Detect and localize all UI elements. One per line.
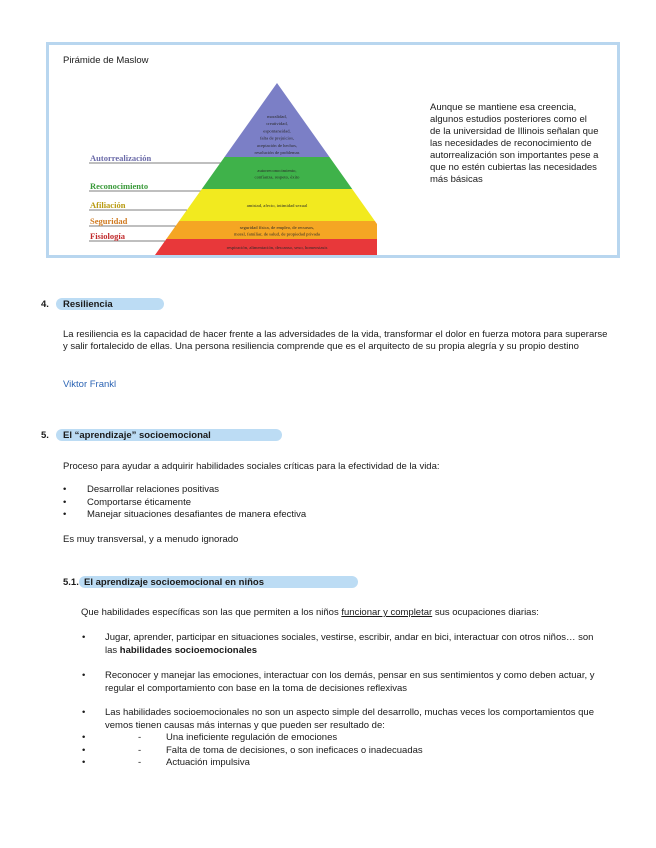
pyramid-level-1 <box>202 157 352 189</box>
list-item-causas: Las habilidades socioemocionales no son un aspecto simple del desarrollo, muchas veces los comportamientos que vemos tienen causas más internas y que pueden ser resultado de: <box>105 707 594 731</box>
pyramid-level-text: moral, familiar, de salud, de propiedad privada <box>234 231 320 237</box>
pyramid-level-label: Reconocimiento <box>90 181 149 191</box>
resiliencia-paragraph: La resiliencia es la capacidad de hacer frente a las adversidades de la vida, transformar el dolor en fuerza motora para superarse y salir fortalecido de ellas. Una persona resiliencia comprende que es el arquitecto de su propia alegría y su propio destino <box>63 329 608 352</box>
bullet-glyph: • <box>82 732 86 743</box>
pyramid-level-text: resolución de problemas <box>254 150 300 155</box>
bullet-glyph: • <box>82 670 86 681</box>
bullet-glyph: • <box>82 707 86 718</box>
section-5-1-intro <box>81 607 539 619</box>
intro-text: Que habilidades específicas son las que permiten a los niños <box>81 607 342 618</box>
pyramid-level-text: espontaneidad, <box>263 128 291 134</box>
pyramid-level-text: confianza, respeto, éxito <box>254 174 300 180</box>
section-5-1-number: 5.1. <box>63 577 79 588</box>
section-5-closing: Es muy transversal, y a menudo ignorado <box>63 534 239 545</box>
maslow-title: Pirámide de Maslow <box>63 55 149 66</box>
section-4-title: Resiliencia <box>63 299 113 310</box>
list-item-bold: habilidades socioemocionales <box>119 644 258 656</box>
section-5-1-title: El aprendizaje socioemocional en niños <box>84 577 265 588</box>
pyramid-level-label: Fisiología <box>90 231 125 241</box>
list-item-text: Jugar, aprender, participar en situaciones sociales, vestirse, escribir, andar en bici, interactuar con otros niños… son las <box>105 632 594 656</box>
bullet-glyph: • <box>82 757 86 768</box>
pyramid-level-text: respiración, alimentación, descanso, sexo, homeostasis <box>226 245 328 250</box>
pyramid-level-text: falta de prejuicios, <box>259 135 295 141</box>
dash-glyph: - <box>138 744 142 756</box>
pyramid-level-label: Autorrealización <box>90 153 152 163</box>
pyramid-level-text: moralidad, <box>267 114 287 119</box>
sub-list-item: Una ineficiente regulación de emociones <box>166 732 338 743</box>
section-5-number: 5. <box>41 430 49 441</box>
maslow-box <box>46 42 620 258</box>
pyramid-level-text: seguridad física, de empleo, de recursos, <box>239 224 315 230</box>
pyramid-level-label: Seguridad <box>90 216 128 226</box>
bullet-glyph: • <box>63 509 67 520</box>
pyramid-level-3 <box>166 221 377 239</box>
list-item: Desarrollar relaciones positivas <box>87 484 219 495</box>
pyramid-level-label: Afiliación <box>90 200 126 210</box>
dash-glyph: - <box>138 732 142 743</box>
section-4-number: 4. <box>41 299 49 310</box>
bullet-glyph: • <box>82 744 86 756</box>
dash-glyph: - <box>138 757 142 768</box>
pyramid-level-text: amistad, afecto, intimidad sexual <box>246 203 308 208</box>
pyramid-level-text: creatividad, <box>266 121 288 127</box>
maslow-pyramid-image <box>87 77 377 257</box>
list-item-emociones: Reconocer y manejar las emociones, interactuar con los demás, pensar en sus sentimientos y como deben actuar, y regular el comportamiento con base en la toma de decisiones reflexivas <box>105 670 595 694</box>
pyramid-level-text: autorreconocimiento, <box>257 167 297 173</box>
bullet-glyph: • <box>82 632 86 643</box>
list-item: Comportarse éticamente <box>87 496 192 508</box>
bullet-glyph: • <box>63 484 67 495</box>
list-item-juegos <box>105 632 605 657</box>
list-item: Manejar situaciones desafiantes de manera efectiva <box>87 509 307 520</box>
intro-underlined: funcionar y completar <box>341 607 433 618</box>
bullet-glyph: • <box>63 496 67 508</box>
author-link[interactable]: Viktor Frankl <box>63 379 117 390</box>
sub-list-item: Falta de toma de decisiones, o son ineficaces o inadecuadas <box>166 744 423 756</box>
maslow-side-text: Aunque se mantiene esa creencia, algunos estudios posteriores como el de la universidad de Illinois señalan que las necesidades de reconocimiento de autorrealización son importantes pese a que no estén cubiertas las necesidades más básicas <box>430 102 599 185</box>
section-5-intro: Proceso para ayudar a adquirir habilidades sociales críticas para la efectividad de la vida: <box>63 461 440 472</box>
sub-list-item: Actuación impulsiva <box>166 757 250 768</box>
intro-text-end: sus ocupaciones diarias: <box>432 607 539 618</box>
section-5-title: El “aprendizaje” socioemocional <box>63 430 211 441</box>
pyramid-level-text: aceptación de hechos, <box>256 142 298 148</box>
